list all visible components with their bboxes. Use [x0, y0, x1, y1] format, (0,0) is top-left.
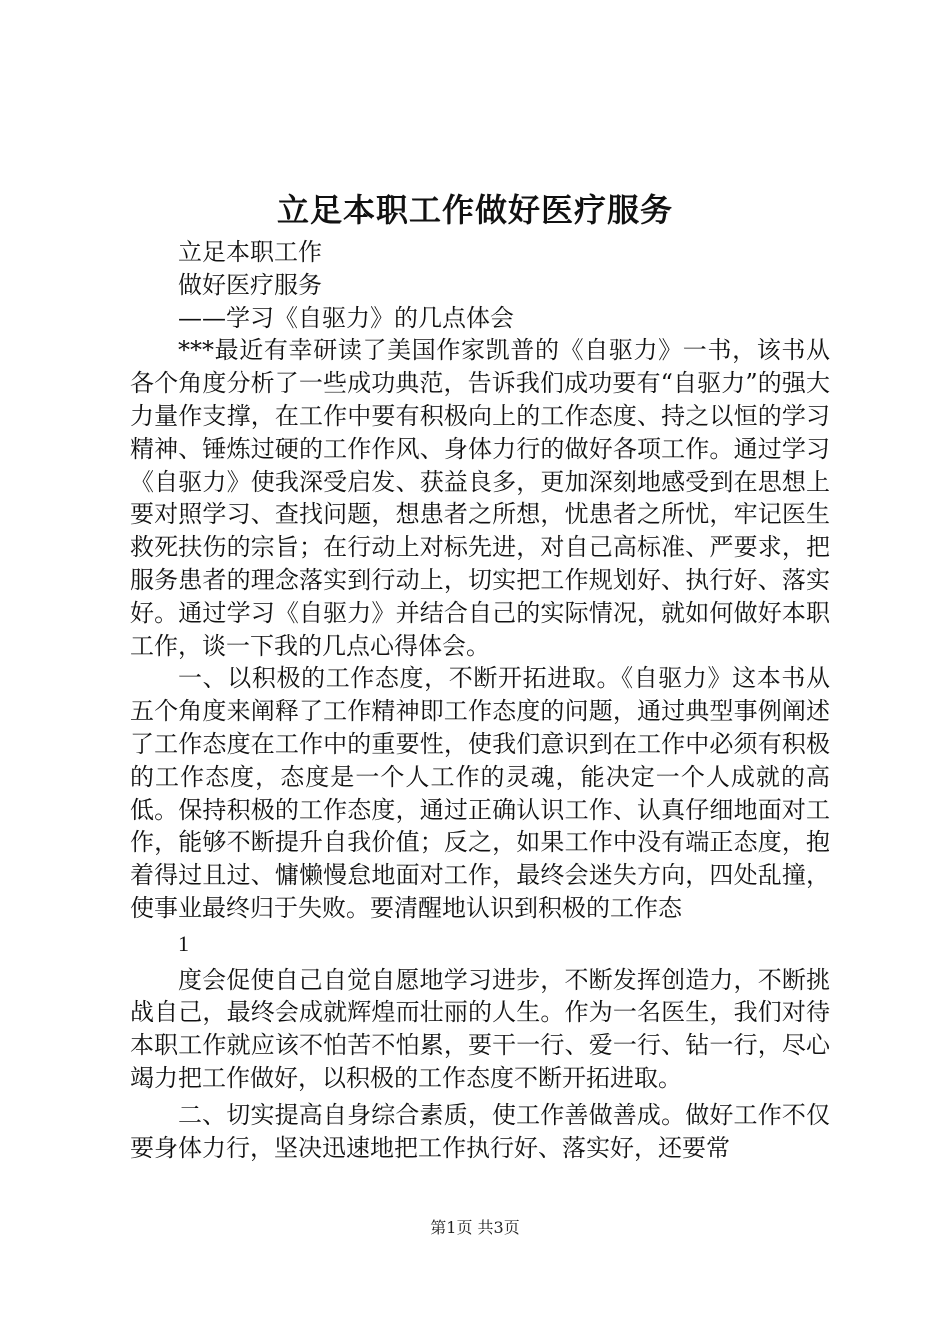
- document-title: 立足本职工作做好医疗服务: [276, 191, 673, 229]
- subtitle-line-3: ——学习《自驱力》的几点体会: [178, 303, 514, 332]
- body-paragraph: 二、切实提高自身综合素质，使工作善做善成。做好工作不仅要身体力行，坚决迅速地把工作执行好、落实好，还要常: [130, 1100, 830, 1162]
- body-paragraph: ***最近有幸研读了美国作家凯普的《自驱力》一书，该书从各个角度分析了一些成功典范，告诉我们成功要有“自驱力”的强大力量作支撑，在工作中要有积极向上的工作态度、持之以恒的学习精神、锤炼过硬的工作作风、身体力行的做好各项工作。通过学习《自驱力》使我深受启发、获益良多，更加深刻地感受到在思想上要对照学习、查找问题，想患者之所想，忧患者之所忧，牢记医生救死扶伤的宗旨；在行动上对标先进，对自己高标准、严要求，把服务患者的理念落实到行动上，切实把工作规划好、执行好、落实好。通过学习《自驱力》并结合自己的实际情况，就如何做好本职工作，谈一下我的几点心得体会。: [130, 336, 830, 660]
- page-footer: 第1页 共3页: [430, 1218, 520, 1237]
- subtitle-line-1: 立足本职工作: [178, 238, 322, 266]
- body-paragraph: 度会促使自己自觉自愿地学习进步，不断发挥创造力，不断挑战自己，最终会成就辉煌而壮丽的人生。作为一名医生，我们对待本职工作就应该不怕苦不怕累，要干一行、爱一行、钻一行，尽心竭力把工作做好，以积极的工作态度不断开拓进取。: [130, 965, 830, 1092]
- document-body: [130, 236, 830, 1164]
- body-paragraph: 一、以积极的工作态度，不断开拓进取。《自驱力》这本书从五个角度来阐释了工作精神即工作态度的问题，通过典型事例阐述了工作态度在工作中的重要性，使我们意识到在工作中必须有积极的工作态度，态度是一个人工作的灵魂，能决定一个人成就的高低。保持积极的工作态度，通过正确认识工作、认真仔细地面对工作，能够不断提升自我价值；反之，如果工作中没有端正态度，抱着得过且过、慵懒慢怠地面对工作，最终会迷失方向，四处乱撞，使事业最终归于失败。要清醒地认识到积极的工作态: [130, 664, 830, 922]
- inline-page-number: 1: [178, 930, 189, 956]
- subtitle-line-2: 做好医疗服务: [178, 270, 322, 299]
